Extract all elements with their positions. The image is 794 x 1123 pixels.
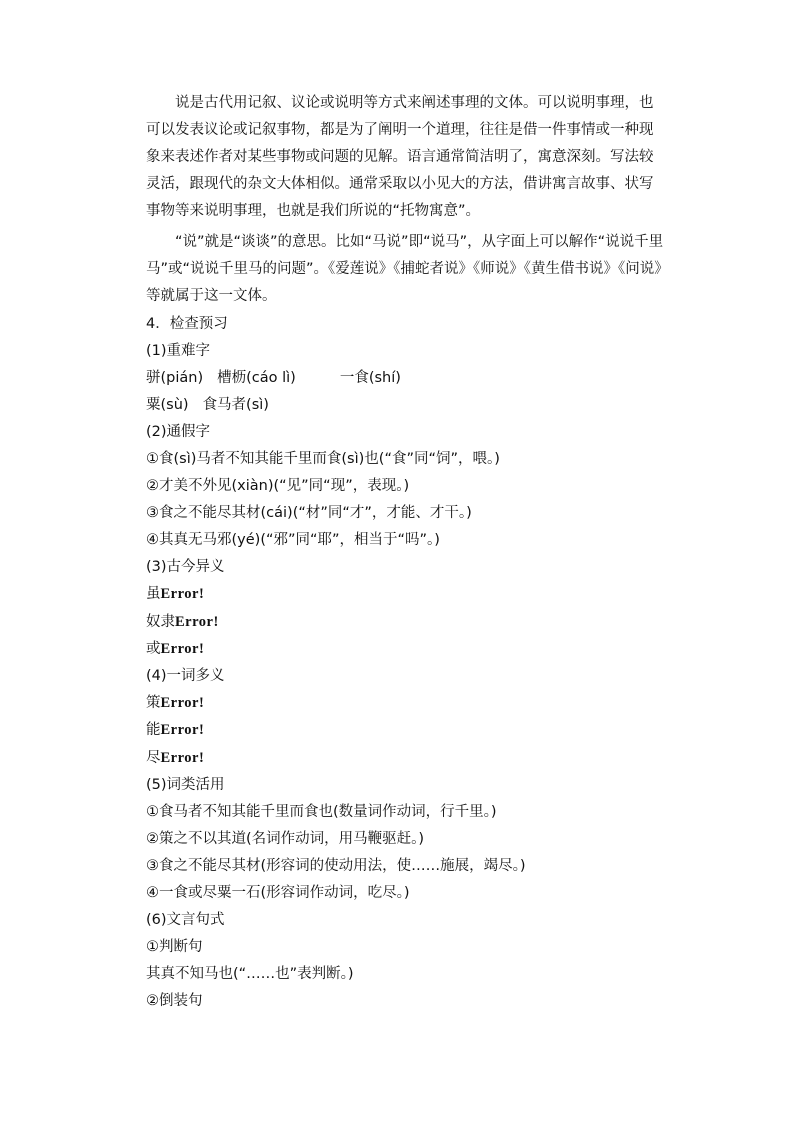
interchangeable-item-2: ②才美不外见(xiàn)(“见”同“现”，表现。) [146,478,410,494]
key-characters-row-1 [146,368,401,388]
pos-shift-item-3: ③食之不能尽其材(形容词的使动用法，使……施展，竭尽。) [146,858,526,874]
interchangeable-item-4: ④其真无马邪(yé)(“邪”同“耶”，相当于“吗”。) [146,532,440,548]
judgement-sentence-text: 其真不知马也(“……也”表判断。) [146,966,354,982]
judgement-sentence-title: ①判断句 [146,939,203,955]
char-item: 食马者(sì) [202,397,269,413]
term: 能 [146,722,161,738]
interchangeable-item-3: ③食之不能尽其材(cái)(“材”同“才”，才能、才干。) [146,505,472,521]
ancient-modern-item-3 [146,639,204,659]
term: 或 [146,641,161,657]
heading-interchangeable-characters: (2)通假字 [146,424,211,440]
heading-sentence-patterns: (6)文言句式 [146,912,225,928]
pos-shift-item-2: ②策之不以其道(名词作动词，用马鞭驱赶。) [146,831,425,847]
term: 虽 [146,586,161,602]
char-item: 一食(shí) [339,370,401,386]
pos-shift-item-1: ①食马者不知其能千里而食也(数量词作动词，行千里。) [146,804,497,820]
error-field: Error! [160,695,205,711]
intro-paragraph-1: 说是古代用记叙、议论或说明等方式来阐述事理的文体。可以说明事理，也可以发表议论或记叙事物，都是为了阐明一个道理，往往是借一件事情或一种现象来表述作者对某些事物或问题的见解。语言通常简洁明了，寓意深刻。写法较灵活，跟现代的杂文大体相似。通常采取以小见大的方法，借讲寓言故事、状写事物等来说明事理，也就是我们所说的“托物寓意”。 [146,95,654,219]
error-field: Error! [175,614,219,630]
ancient-modern-item-2 [146,612,219,632]
heading-key-characters: (1)重难字 [146,343,211,359]
error-field: Error! [160,750,205,766]
heading-polysemy: (4)一词多义 [146,668,225,684]
error-field: Error! [160,641,205,657]
key-characters-row-2 [146,395,269,415]
ancient-modern-item-1 [146,584,204,604]
section-title: 4．检查预习 [146,316,228,332]
polysemy-item-2 [146,720,204,740]
heading-ancient-modern-meaning: (3)古今异义 [146,559,225,575]
char-item: 粟(sù) [146,397,189,413]
term: 尽 [146,750,161,766]
char-item: 骈(pián) [146,370,204,386]
polysemy-item-1 [146,693,204,713]
error-field: Error! [160,722,205,738]
term: 策 [146,695,161,711]
char-item: 槽枥(cáo lì) [217,370,296,386]
term: 奴隶 [146,614,175,630]
heading-part-of-speech-shift: (5)词类活用 [146,777,225,793]
pos-shift-item-4: ④一食或尽粟一石(形容词作动词，吃尽。) [146,885,410,901]
error-field: Error! [160,586,205,602]
intro-paragraph-2: “说”就是“谈谈”的意思。比如“马说”即“说马”，从字面上可以解作“说说千里马”或“说说千里马的问题”。《爱莲说》《捕蛇者说》《师说》《黄生借书说》《问说》等就属于这一文体。 [146,234,664,304]
inverted-sentence-title: ②倒装句 [146,993,203,1009]
polysemy-item-3 [146,748,204,768]
interchangeable-item-1: ①食(sì)马者不知其能千里而食(sì)也(“食”同“饲”，喂。) [146,451,500,467]
